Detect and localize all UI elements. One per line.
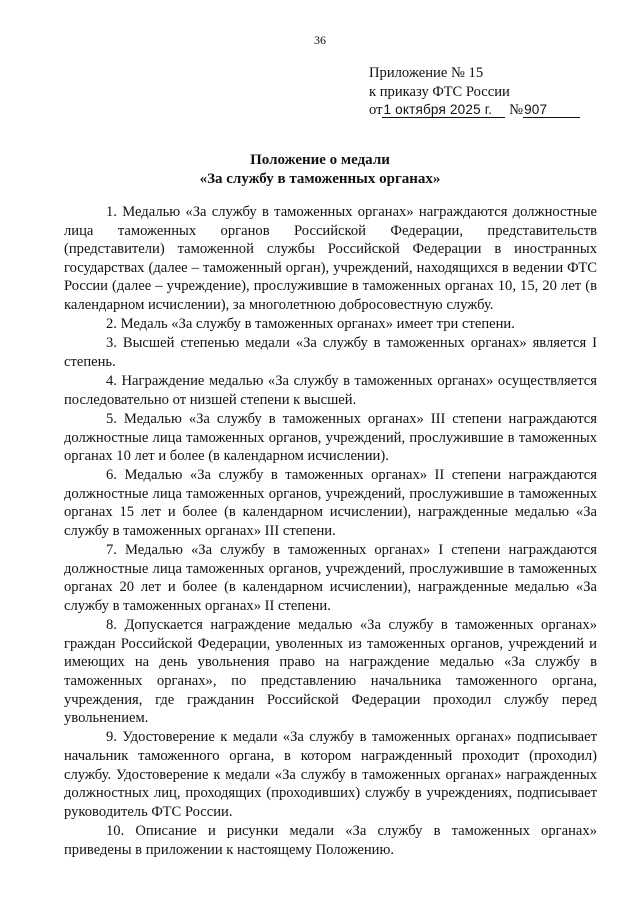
number-prefix: №	[509, 102, 524, 118]
paragraph-10: 10. Описание и рисунки медали «За службу в таможенных органах» приведены в приложении к настоящему Положению.	[64, 822, 597, 858]
paragraph-4: 4. Награждение медалью «За службу в таможенных органах» осуществляется последовательно от низшей степени к высшей.	[64, 373, 597, 408]
document-subtitle: «За службу в таможенных органах»	[199, 171, 441, 187]
appendix-title: Приложение № 15	[369, 65, 484, 81]
document-body	[64, 203, 597, 860]
page-number: 36	[314, 33, 326, 47]
paragraph-1: 1. Медалью «За службу в таможенных органах» награждаются должностные лица таможенных органов Российской Федерации, представительств (представители) таможенной службы Российской Федерации в иностранных государствах (далее – таможенный орган), учреждений, находящихся в ведении ФТС России (далее – учреждение), прослужившие в таможенных органах 10, 15, 20 лет (в календарном исчислении), за многолетнюю добросовестную службу.	[64, 204, 597, 313]
paragraph-8: 8. Допускается награждение медалью «За службу в таможенных органах» граждан Российской Федерации, уволенных из таможенных органов, учреждений и имеющих на день увольнения право на награждение медалью «За службу в таможенных органах», по представлению начальника таможенного органа, учреждения, где гражданин Российской Федерации проходил службу перед увольнением.	[64, 617, 597, 727]
order-number: 907	[523, 102, 580, 118]
paragraph-5: 5. Медалью «За службу в таможенных органах» III степени награждаются должностные лица таможенных органов, учреждений, прослужившие в таможенных органах 10 лет и более (в календарном исчислении).	[64, 410, 597, 465]
paragraph-2: 2. Медаль «За службу в таможенных органах» имеет три степени.	[106, 316, 515, 333]
order-date: 1 октября 2025 г.	[382, 102, 505, 118]
paragraph-3: 3. Высшей степенью медали «За службу в таможенных органах» является I степень.	[64, 335, 597, 370]
paragraph-6: 6. Медалью «За службу в таможенных органах» II степени награждаются должностные лица таможенных органов, учреждений, прослужившие в таможенных органах 15 лет и более (в календарном исчислении), награжденные медалью «За службу в таможенных органах» III степени.	[64, 467, 597, 540]
appendix-block	[369, 64, 580, 120]
paragraph-7: 7. Медалью «За службу в таможенных органах» I степени награждаются должностные лица таможенных органов, учреждений, прослужившие в таможенных органах 20 лет и более (в календарном исчислении), награжденные медалью «За службу в таможенных органах» II степени.	[64, 542, 597, 615]
document-title: Положение о медали	[250, 152, 390, 168]
appendix-date-line	[369, 101, 580, 120]
appendix-order-ref: к приказу ФТС России	[369, 83, 510, 100]
date-prefix: от	[369, 102, 383, 118]
paragraph-9: 9. Удостоверение к медали «За службу в таможенных органах» подписывает начальник таможенного органа, в котором награжденный проходит (проходил) службу. Удостоверение к медали «За службу в таможенных органах» награжденных должностных лиц, проходящих (проходивших) службу в учреждениях, подписывает руководитель ФТС России.	[64, 729, 597, 820]
